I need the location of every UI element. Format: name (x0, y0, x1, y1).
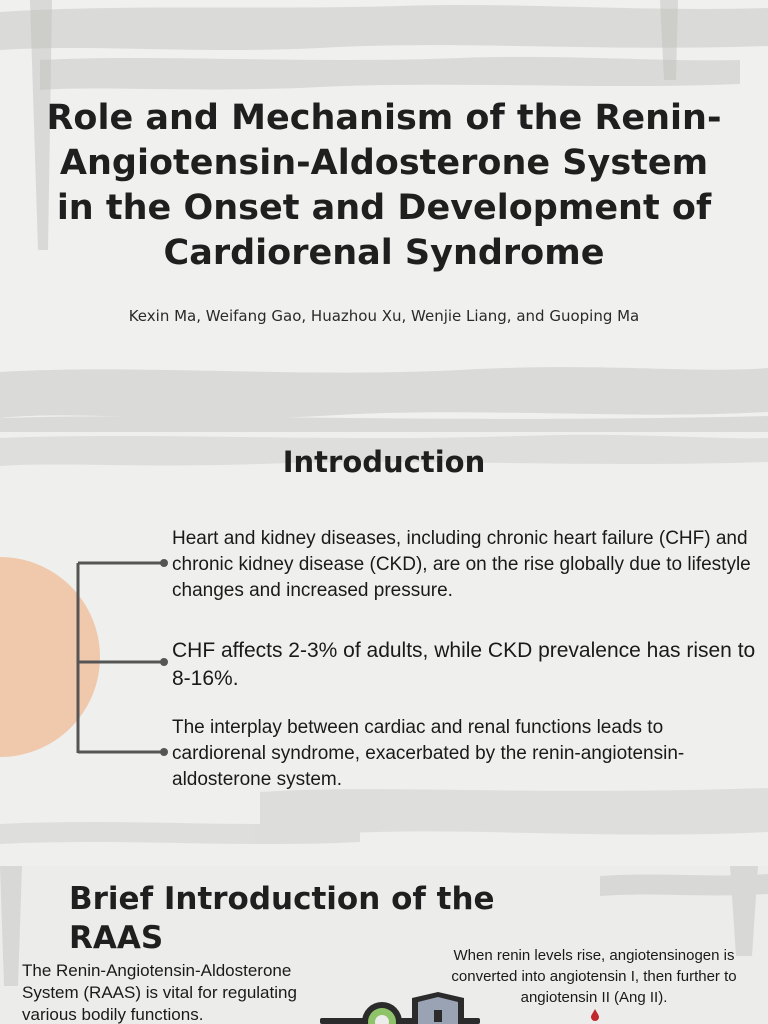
intro-point-2: CHF affects 2-3% of adults, while CKD prevalence has risen to 8-16%. (172, 639, 756, 690)
presentation-title: Role and Mechanism of the Renin-Angiotensin-Aldosterone System in the Onset and Development of Cardiorenal Syndrome (46, 98, 722, 273)
authors-line: Kexin Ma, Weifang Gao, Huazhou Xu, Wenjie Liang, and Guoping Ma (128, 307, 640, 325)
intro-point-1: Heart and kidney diseases, including chronic heart failure (CHF) and chronic kidney disease (CKD), are on the rise globally due to lifestyle changes and increased pressure. (172, 528, 751, 601)
kidney-icon (362, 1002, 402, 1024)
illustration-icons (316, 992, 486, 1024)
raas-slide (0, 866, 768, 1024)
introduction-slide (0, 432, 768, 866)
intro-point-3: The interplay between cardiac and renal functions leads to cardiorenal syndrome, exacerbated by the renin-angiotensin-aldosterone system. (172, 717, 685, 790)
shield-icon (412, 992, 464, 1024)
blood-drop-icon (590, 1009, 600, 1021)
raas-right-text: When renin levels rise, angiotensinogen is converted into angiotensin I, then further to angiotensin II (Ang II). (451, 947, 737, 1006)
title-slide (0, 0, 768, 432)
raas-heading: Brief Introduction of the RAAS (69, 881, 495, 956)
introduction-heading: Introduction (282, 445, 486, 479)
raas-left-text: The Renin-Angiotensin-Aldosterone System (RAAS) is vital for regulating various bodily functions. (22, 961, 297, 1024)
